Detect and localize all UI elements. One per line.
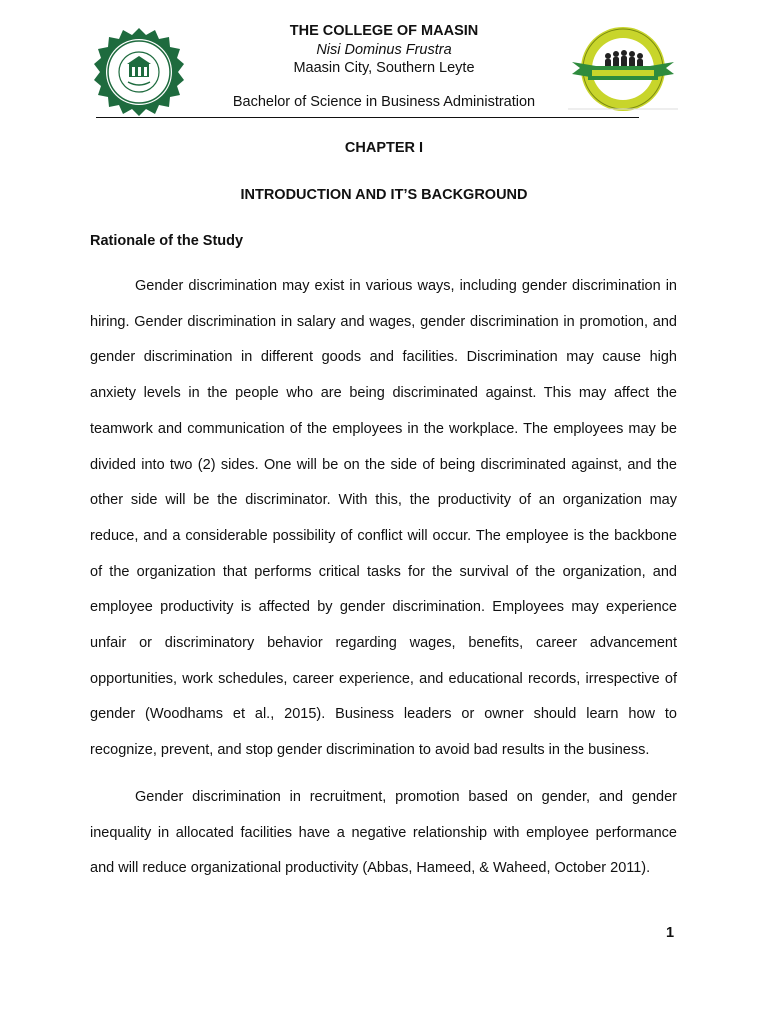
section-heading: Rationale of the Study <box>90 233 244 249</box>
header-divider <box>96 117 639 118</box>
chapter-title: INTRODUCTION AND IT’S BACKGROUND <box>240 187 528 203</box>
degree-program: Bachelor of Science in Business Administration <box>232 94 536 110</box>
body-paragraph: Gender discrimination in recruitment, promotion based on gender, and gender inequality in allocated facilities have a negative relationship with employee performance and will reduce organizational productivity (Abbas, Hameed, & Waheed, October 2011). <box>90 789 677 877</box>
college-motto: Nisi Dominus Frustra <box>316 42 452 58</box>
page-number: 1 <box>666 925 675 941</box>
chapter-label: CHAPTER I <box>344 140 424 156</box>
college-name: THE COLLEGE OF MAASIN <box>289 23 479 39</box>
body-paragraph: Gender discrimination may exist in various ways, including gender discrimination in hiring. Gender discrimination in salary and wages, gender discrimination in promotion, and gender discrimination in different goods and facilities. Discrimination may cause high anxiety levels in the people who are being discriminated against. This may affect the teamwork and communication of the employees in the workplace. The employees may be divided into two (2) sides. One will be on the side of being discriminated against, and the other side will be the discriminator. With this, the productivity of an organization may reduce, and a considerable possibility of conflict will occur. The employee is the backbone of the organization that performs critical tasks for the survival of the organization, and employee productivity is affected by gender discrimination. Employees may experience unfair or discriminatory behavior regarding wages, benefits, career advancement opportunities, work schedules, career experience, and educational records, irrespective of gender (Woodhams et al., 2015). Business leaders or owner should learn how to recognize, prevent, and stop gender discrimination to avoid bad results in the business. <box>90 278 677 759</box>
college-location: Maasin City, Southern Leyte <box>293 60 475 76</box>
